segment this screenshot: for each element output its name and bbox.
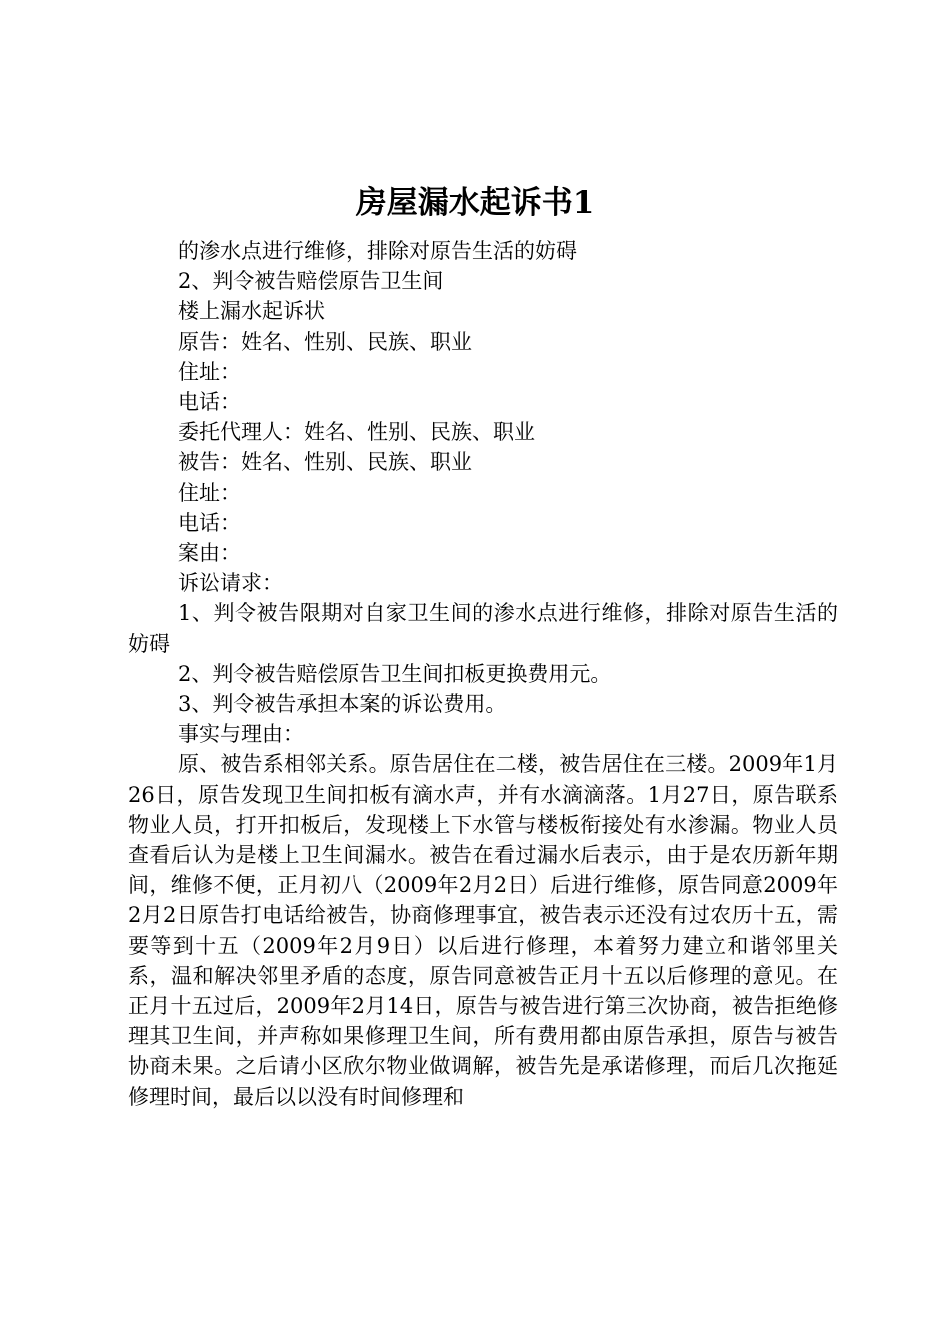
- plaintiff-line: 原告：姓名、性别、民族、职业: [178, 329, 472, 354]
- claim-2: 2、判令被告赔偿原告卫生间扣板更换费用元。: [178, 661, 612, 686]
- claim-1: 1、判令被告限期对自家卫生间的渗水点进行维修，排除对原告生活的妨碍: [128, 601, 838, 656]
- claim-3: 3、判令被告承担本案的诉讼费用。: [178, 692, 507, 717]
- plaintiff-phone-line: 电话：: [178, 390, 241, 415]
- cause-line: 案由：: [178, 541, 241, 566]
- document-body: [128, 236, 838, 1112]
- document-title: 房屋漏水起诉书1: [355, 185, 595, 221]
- claims-heading: 诉讼请求：: [178, 571, 283, 596]
- defendant-line: 被告：姓名、性别、民族、职业: [178, 450, 472, 475]
- plaintiff-address-line: 住址：: [178, 359, 241, 384]
- text-line: 楼上漏水起诉状: [178, 299, 325, 324]
- defendant-address-line: 住址：: [178, 480, 241, 505]
- agent-line: 委托代理人：姓名、性别、民族、职业: [178, 420, 535, 445]
- facts-paragraph: 原、被告系相邻关系。原告居住在二楼，被告居住在三楼。2009年1月26日，原告发现卫生间扣板有滴水声，并有水滴滴落。1月27日，原告联系物业人员，打开扣板后，发现楼上下水管与楼板衔接处有水渗漏。物业人员查看后认为是楼上卫生间漏水。被告在看过漏水后表示，由于是农历新年期间，维修不便，正月初八（2009年2月2日）后进行维修，原告同意2009年2月2日原告打电话给被告，协商修理事宜，被告表示还没有过农历十五，需要等到十五（2009年2月9日）以后进行修理，本着努力建立和谐邻里关系，温和解决邻里矛盾的态度，原告同意被告正月十五以后修理的意见。在正月十五过后，2009年2月14日，原告与被告进行第三次协商，被告拒绝修理其卫生间，并声称如果修理卫生间，所有费用都由原告承担，原告与被告协商未果。之后请小区欣尔物业做调解，被告先是承诺修理，而后几次拖延修理时间，最后以以没有时间修理和: [128, 752, 838, 1109]
- defendant-phone-line: 电话：: [178, 510, 241, 535]
- text-line: 的渗水点进行维修，排除对原告生活的妨碍: [178, 239, 577, 263]
- facts-heading: 事实与理由：: [178, 722, 304, 747]
- text-line: 2、判令被告赔偿原告卫生间: [178, 269, 444, 294]
